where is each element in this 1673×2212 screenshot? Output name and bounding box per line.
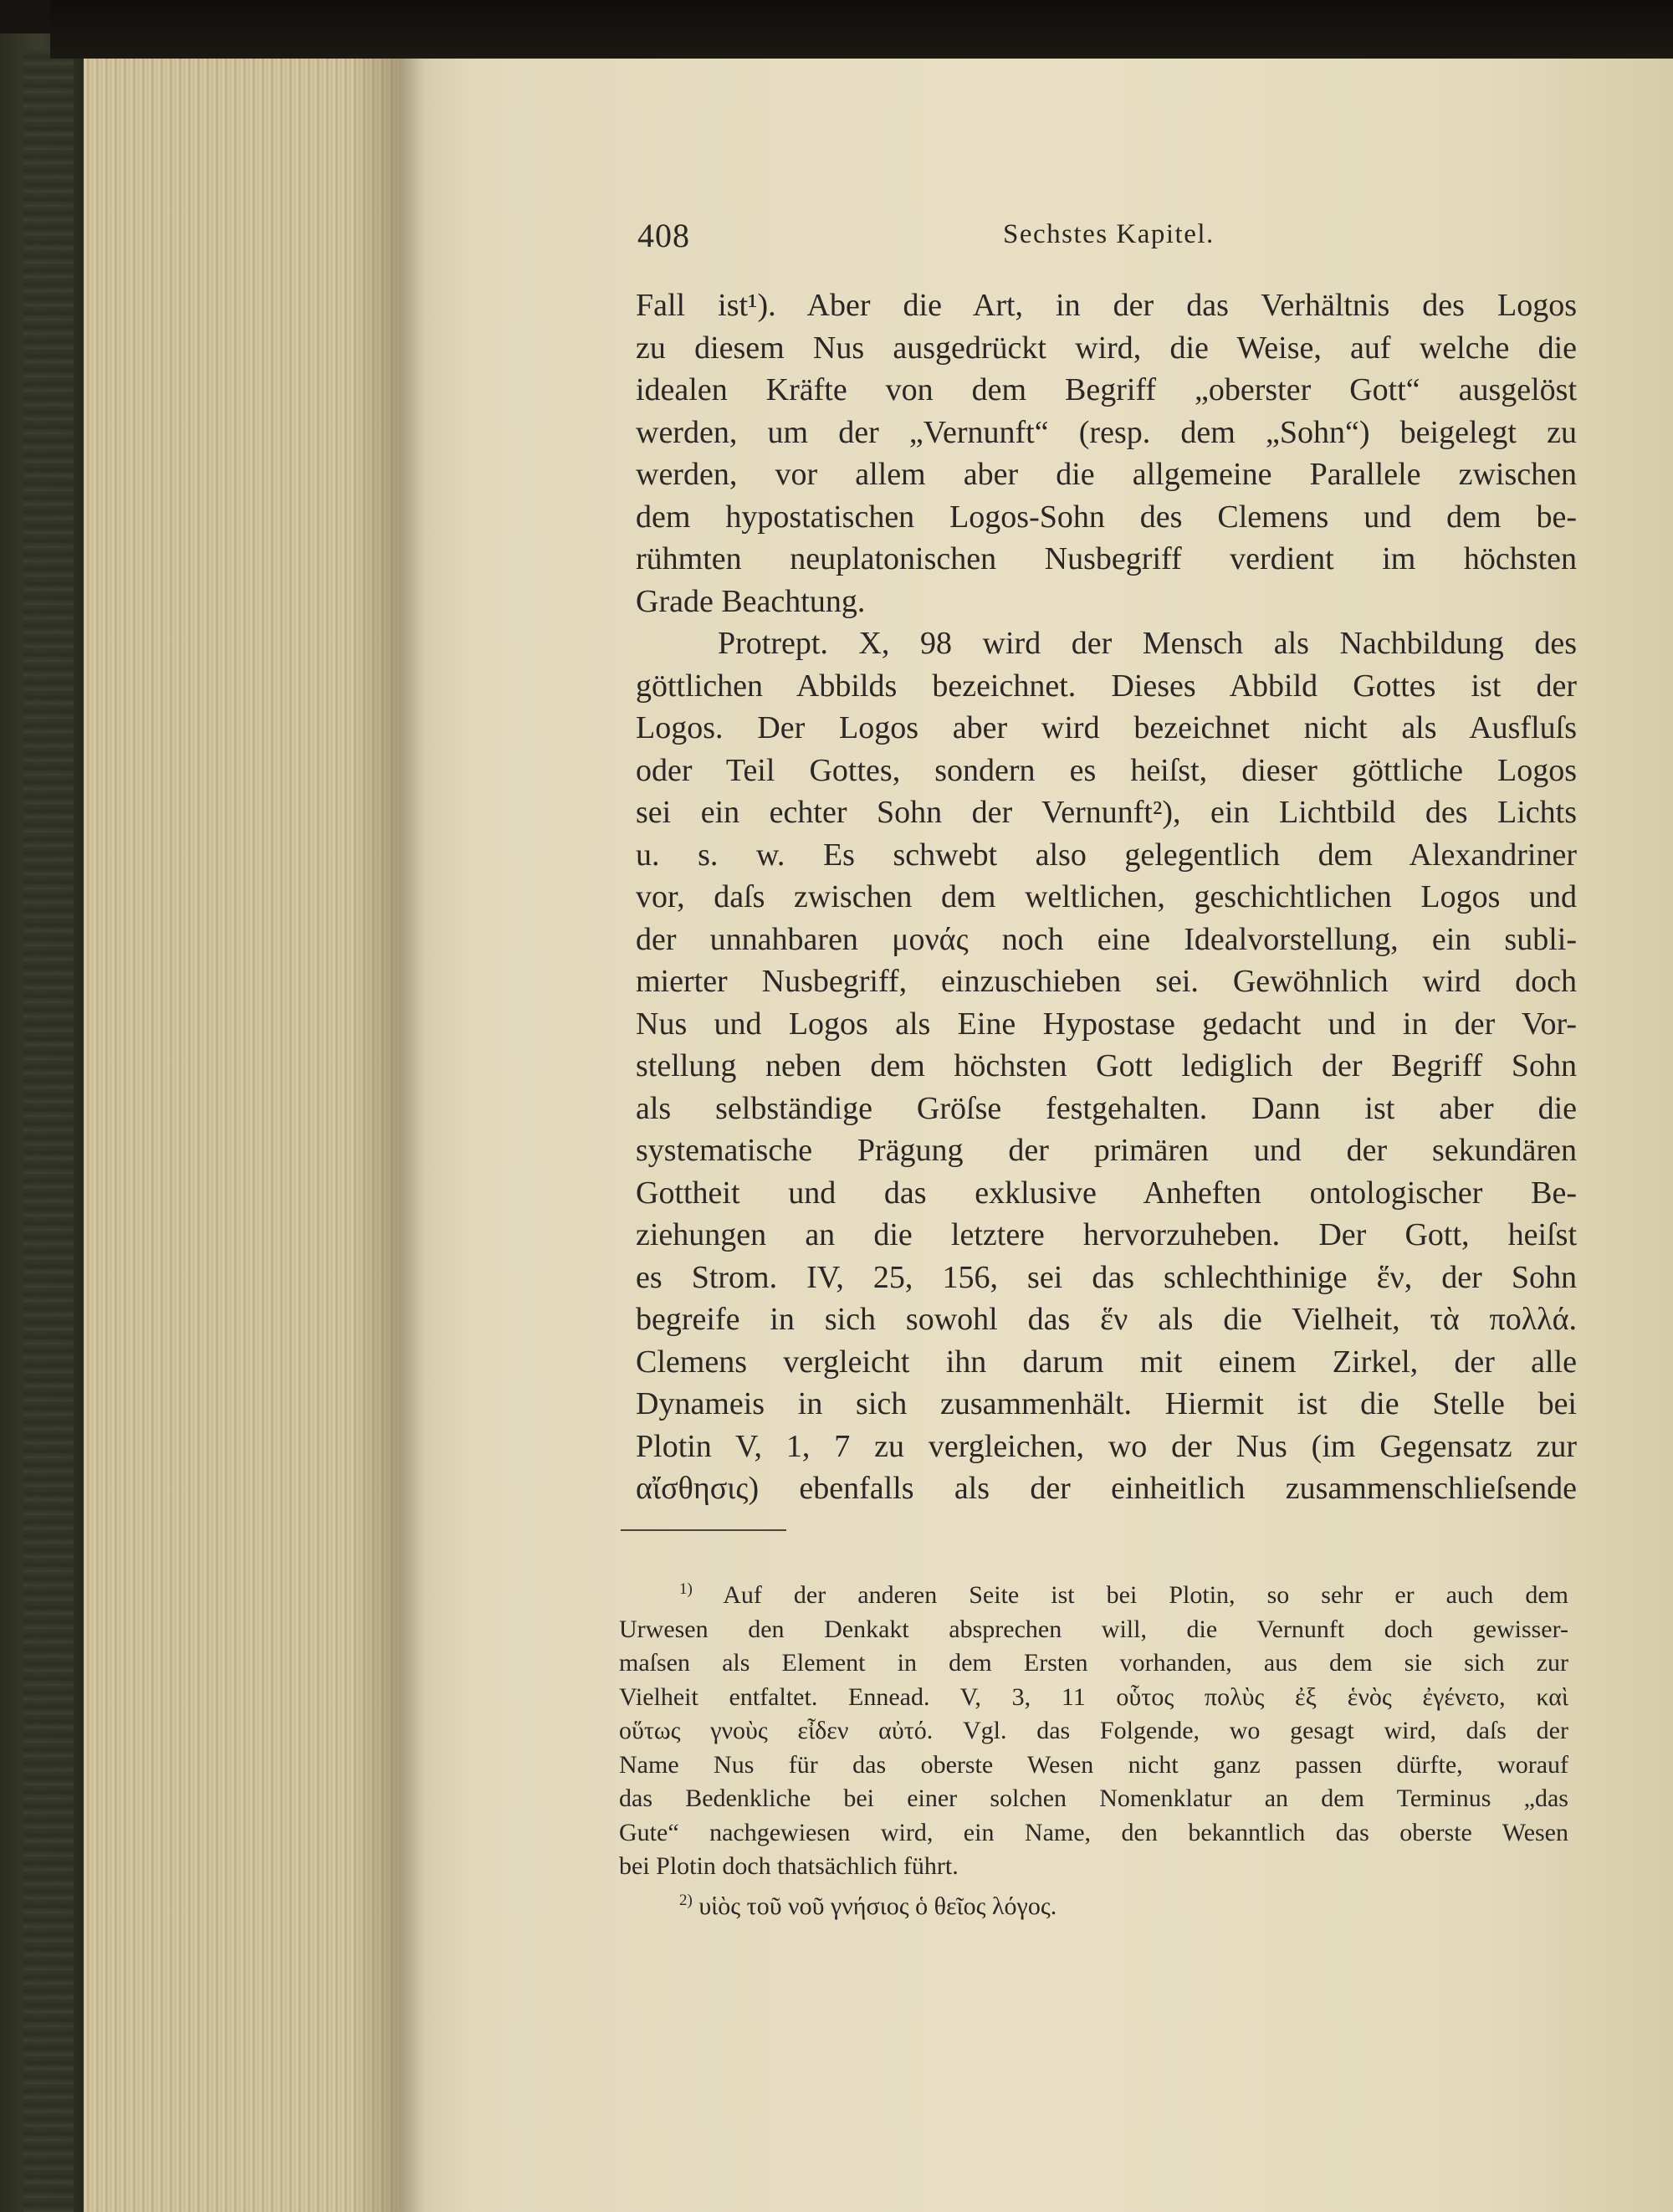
text-line: mierter Nusbegriff, einzuschieben sei. Gewöhnlich wird doch [636,964,1577,999]
text-line: der unnahbaren μονάς noch eine Idealvorstellung, ein subli- [636,921,1577,957]
text-line: ziehungen an die letztere hervorzuheben. Der Gott, heiſst [636,1217,1577,1252]
text-line: u. s. w. Es schwebt also gelegentlich dem Alexandriner [636,837,1577,873]
text-line: zu diesem Nus ausgedrückt wird, die Weise, auf welche die [636,330,1577,366]
text-line: werden, vor allem aber die allgemeine Parallele zwischen [636,457,1577,492]
footnote-line [619,1884,1568,1924]
footnote-text: Auf der anderen Seite ist bei Plotin, so sehr er auch dem [723,1581,1568,1609]
page-number: 408 [637,217,690,254]
footnote-line: Urwesen den Denkakt absprechen will, die Vernunft doch gewisser- [619,1615,1568,1643]
footnote-2 [619,1884,1568,1924]
footnote-rule [621,1529,786,1531]
footnote-line [619,1573,1568,1613]
paragraph [636,284,1577,622]
footnote-line: οὕτως γνοὺς εἶδεν αὐτό. Vgl. das Folgende, wo gesagt wird, daſs der [619,1717,1568,1744]
text-line: rühmten neuplatonischen Nusbegriff verdient im höchsten [636,541,1577,576]
text-line: begreife in sich sowohl das ἕν als die Vielheit, τὰ πολλά. [636,1302,1577,1337]
text-line: als selbständige Gröſse festgehalten. Dann ist aber die [636,1090,1577,1126]
text-line: göttlichen Abbilds bezeichnet. Dieses Abbild Gottes ist der [636,668,1577,704]
page-header [637,216,1574,266]
footnote-line: das Bedenkliche bei einer solchen Nomenklatur an dem Terminus „das [619,1784,1568,1812]
main-text [636,284,1577,1510]
footnote-marker: 2) [679,1891,693,1909]
text-line: vor, daſs zwischen dem weltlichen, geschichtlichen Logos und [636,879,1577,914]
text-line: Grade Beachtung. [636,583,866,619]
text-line: sei ein echter Sohn der Vernunft²), ein Lichtbild des Lichts [636,795,1577,830]
footnote-line: maſsen als Element in dem Ersten vorhanden, aus dem sie sich zur [619,1649,1568,1677]
footnote-line: bei Plotin doch thatsächlich führt. [619,1852,959,1880]
text-line: werden, um der „Vernunft“ (resp. dem „Sohn“) beigelegt zu [636,414,1577,450]
footnote-line: Name Nus für das oberste Wesen nicht ganz passen dürfte, worauf [619,1750,1568,1779]
text-line: Clemens vergleicht ihn darum mit einem Zirkel, der alle [636,1344,1577,1380]
text-line: es Strom. IV, 25, 156, sei das schlechthinige ἕν, der Sohn [636,1259,1577,1295]
text-line: Protrept. X, 98 wird der Mensch als Nachbildung des [718,626,1577,661]
footnote-1 [619,1573,1568,1884]
text-line: dem hypostatischen Logos-Sohn des Clemens und dem be- [636,499,1577,535]
text-line: Logos. Der Logos aber wird bezeichnet nicht als Ausfluſs [636,710,1577,745]
text-line: αἴσθησις) ebenfalls als der einheitlich zusammenschlieſsende [636,1471,1577,1506]
text-line: oder Teil Gottes, sondern es heiſst, dieser göttliche Logos [636,752,1577,788]
footnote-line: Gute“ nachgewiesen wird, ein Name, den bekanntlich das oberste Wesen [619,1818,1568,1846]
paragraph [636,622,1577,1510]
text-line: systematische Prägung der primären und der sekundären [636,1133,1577,1168]
text-line: Nus und Logos als Eine Hypostase gedacht und in der Vor- [636,1006,1577,1042]
footnote-text: υἱὸς τοῦ νοῦ γνήσιος ὁ θεῖος λόγος. [698,1892,1057,1920]
text-line: stellung neben dem höchsten Gott lediglich der Begriff Sohn [636,1048,1577,1083]
text-line: Plotin V, 1, 7 zu vergleichen, wo der Nus (im Gegensatz zur [636,1428,1577,1464]
text-line: Fall ist¹). Aber die Art, in der das Verhältnis des Logos [636,288,1577,323]
footnote-line: Vielheit entfaltet. Ennead. V, 3, 11 οὗτος πολὺς ἐξ ἑνὸς ἐγένετο, καὶ [619,1682,1568,1711]
running-title: Sechstes Kapitel. [1003,219,1215,249]
footnotes [619,1573,1568,1923]
page-gutter-shadow [400,52,425,2212]
cover-edge [23,50,74,2212]
footnote-marker: 1) [679,1580,693,1598]
page-edges [84,59,402,2212]
text-line: Gottheit und das exklusive Anheften ontologischer Be- [636,1175,1577,1211]
text-line: idealen Kräfte von dem Begriff „oberster Gott“ ausgelöst [636,372,1577,407]
text-line: Dynameis in sich zusammenhält. Hiermit ist die Stelle bei [636,1386,1577,1421]
top-shadow [50,0,1673,59]
